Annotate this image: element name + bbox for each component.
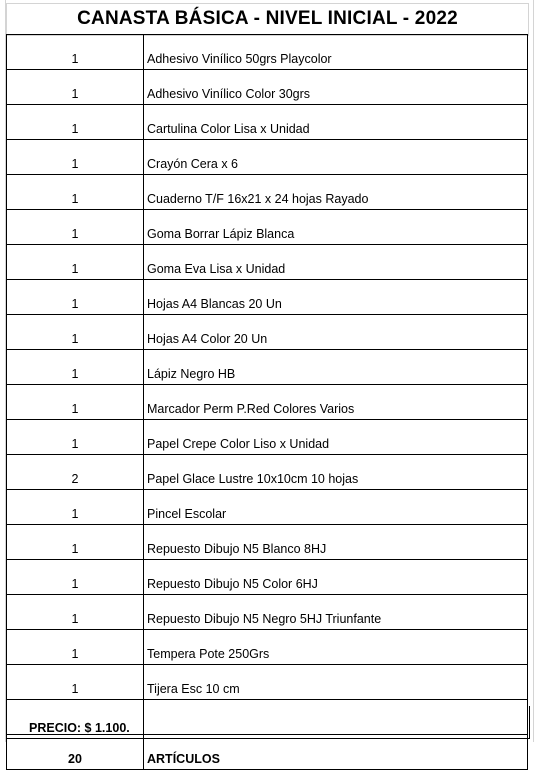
table-row [7, 70, 528, 105]
table-row [7, 245, 528, 280]
description-cell: Tempera Pote 250Grs [144, 630, 528, 665]
quantity-cell: 1 [7, 560, 144, 595]
total-row [7, 735, 528, 770]
quantity-cell: 1 [7, 315, 144, 350]
page-title: CANASTA BÁSICA - NIVEL INICIAL - 2022 [77, 8, 458, 29]
total-quantity: 20 [7, 735, 144, 770]
quantity-cell: 1 [7, 385, 144, 420]
description-cell: Repuesto Dibujo N5 Negro 5HJ Triunfante [144, 595, 528, 630]
table-row [7, 315, 528, 350]
total-label: ARTÍCULOS [144, 735, 528, 770]
price-label: PRECIO: $ 1.100. [29, 721, 130, 735]
quantity-cell: 1 [7, 105, 144, 140]
description-cell: Adhesivo Vinílico 50grs Playcolor [144, 35, 528, 70]
quantity-cell: 1 [7, 665, 144, 700]
table-row [7, 385, 528, 420]
table-row [7, 35, 528, 70]
table-row [7, 420, 528, 455]
grid-line [533, 0, 534, 742]
description-cell: Repuesto Dibujo N5 Blanco 8HJ [144, 525, 528, 560]
title-row [6, 3, 529, 36]
quantity-cell: 2 [7, 455, 144, 490]
price-row [6, 706, 530, 739]
quantity-cell: 1 [7, 630, 144, 665]
table-row [7, 455, 528, 490]
table-row [7, 665, 528, 700]
table-row [7, 280, 528, 315]
quantity-cell: 1 [7, 490, 144, 525]
description-cell: Goma Borrar Lápiz Blanca [144, 210, 528, 245]
quantity-cell: 1 [7, 210, 144, 245]
table-row [7, 175, 528, 210]
description-cell: Papel Crepe Color Liso x Unidad [144, 420, 528, 455]
description-cell: Repuesto Dibujo N5 Color 6HJ [144, 560, 528, 595]
table-row [7, 595, 528, 630]
quantity-cell: 1 [7, 525, 144, 560]
quantity-cell: 1 [7, 175, 144, 210]
table-row [7, 350, 528, 385]
description-cell: Cartulina Color Lisa x Unidad [144, 105, 528, 140]
description-cell: Tijera Esc 10 cm [144, 665, 528, 700]
table-row [7, 210, 528, 245]
description-cell: Lápiz Negro HB [144, 350, 528, 385]
items-table [6, 34, 528, 770]
table-row [7, 140, 528, 175]
table-row [7, 105, 528, 140]
description-cell: Crayón Cera x 6 [144, 140, 528, 175]
quantity-cell: 1 [7, 280, 144, 315]
quantity-cell: 1 [7, 420, 144, 455]
table-row [7, 630, 528, 665]
quantity-cell: 1 [7, 245, 144, 280]
table-row [7, 560, 528, 595]
description-cell: Marcador Perm P.Red Colores Varios [144, 385, 528, 420]
quantity-cell: 1 [7, 595, 144, 630]
description-cell: Pincel Escolar [144, 490, 528, 525]
table-row [7, 525, 528, 560]
description-cell: Papel Glace Lustre 10x10cm 10 hojas [144, 455, 528, 490]
quantity-cell: 1 [7, 350, 144, 385]
description-cell: Adhesivo Vinílico Color 30grs [144, 70, 528, 105]
table-row [7, 490, 528, 525]
column-divider [143, 706, 144, 738]
description-cell: Goma Eva Lisa x Unidad [144, 245, 528, 280]
description-cell: Hojas A4 Color 20 Un [144, 315, 528, 350]
quantity-cell: 1 [7, 35, 144, 70]
quantity-cell: 1 [7, 140, 144, 175]
quantity-cell: 1 [7, 70, 144, 105]
description-cell: Hojas A4 Blancas 20 Un [144, 280, 528, 315]
description-cell: Cuaderno T/F 16x21 x 24 hojas Rayado [144, 175, 528, 210]
